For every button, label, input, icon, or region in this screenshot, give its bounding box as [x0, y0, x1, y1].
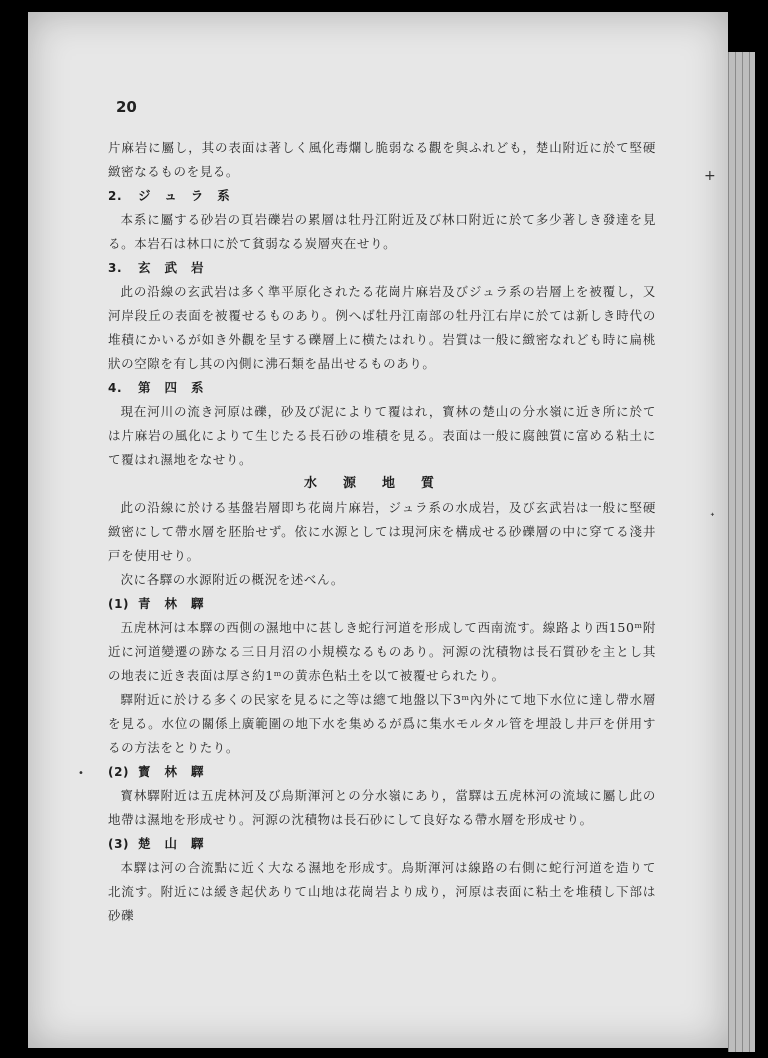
edge-line	[749, 52, 750, 1052]
paragraph: 片麻岩に屬し，其の表面は著しく風化毒爛し脆弱なる觀を與ふれども，楚山附近に於て堅硬緻密なるものを見る。	[108, 140, 656, 179]
paragraph: 驛附近に於ける多くの民家を見るに之等は總て地盤以下3ᵐ內外にて地下水位に達し帶水層を見る。水位の關係上廣範圍の地下水を集めるが爲に集水モルタル管を埋設し井戸を併用するの方法をとりたり。	[108, 692, 656, 755]
margin-mark: •	[78, 768, 84, 779]
margin-mark: ᐩ	[710, 510, 715, 524]
document-body	[108, 136, 656, 928]
section-title: 楚山驛	[138, 836, 218, 851]
section-title: ジュラ系	[138, 188, 244, 203]
paragraph: 現在河川の流き河原は礫，砂及び泥によりて覆はれ，寳林の楚山の分水嶺に近き所に於ては片麻岩の風化によりて生じたる長石砂の堆積を見る。表面は一般に腐蝕質に富める粘土にて覆はれ濕地をなせり。	[108, 404, 656, 467]
section-number: 3.	[108, 261, 123, 275]
section-title: 玄武岩	[138, 260, 218, 275]
section-title: 寳林驛	[138, 764, 218, 779]
section-title: 青林驛	[138, 596, 218, 611]
page-edge	[728, 52, 755, 1052]
center-heading: 水源地質	[303, 476, 460, 491]
section-number: 4.	[108, 381, 123, 395]
section-number: (2)	[108, 765, 130, 779]
paragraph: 此の沿線の玄武岩は多く準平原化されたる花崗片麻岩及びジュラ系の岩層上を被覆し，又河岸段丘の表面を被覆せるものあり。例へば牡丹江南部の牡丹江右岸に於ては新しき時代の堆積にかいるが如き外觀を呈する礫層上に横たはれり。岩質は一般に緻密なれども時に扁桃狀の空隙を有し其の內側に沸石類を晶出せるものあり。	[108, 284, 656, 371]
paragraph: 五虎林河は本驛の西側の濕地中に甚しき蛇行河道を形成して西南流す。線路より西150ᵐ附近に河道變遷の跡なる三日月沼の小規模なるものあり。河源の沈積物は長石質砂を主とし其の地表に近き表面は厚さ約1ᵐの黄赤色粘土を以て被覆せられたり。	[108, 620, 656, 683]
paragraph: 次に各驛の水源附近の概況を述べん。	[120, 572, 344, 587]
section-heading	[108, 256, 656, 280]
section-number: (3)	[108, 837, 130, 851]
section-number: 2.	[108, 189, 123, 203]
paragraph: 本系に屬する砂岩の頁岩礫岩の累層は牡丹江附近及び林口附近に於て多少著しき發達を見る。本岩石は林口に於て貧弱なる炭層夾在せり。	[108, 212, 656, 251]
edge-line	[735, 52, 736, 1052]
section-number: (1)	[108, 597, 130, 611]
paragraph: 寳林驛附近は五虎林河及び烏斯渾河との分水嶺にあり，當驛は五虎林河の流域に屬し此の地帶は濕地を形成せり。河源の沈積物は長石砂にして良好なる帶水層を形成せり。	[108, 788, 656, 827]
paragraph: 此の沿線に於ける基盤岩層即ち花崗片麻岩，ジュラ系の水成岩，及び玄武岩は一般に堅硬緻密にして帶水層を胚胎せず。依に水源としては現河床を構成せる砂礫層の中に穿てる淺井戸を使用せり。	[108, 500, 656, 563]
section-heading	[108, 592, 656, 616]
margin-mark: +	[704, 168, 716, 184]
section-heading	[108, 832, 656, 856]
paragraph: 本驛は河の合流點に近く大なる濕地を形成す。烏斯渾河は線路の右側に蛇行河道を造りて北流す。附近には緩き起伏ありて山地は花崗岩より成り，河原は表面に粘土を堆積し下部は砂礫	[108, 860, 656, 923]
page-number: 20	[116, 98, 137, 116]
section-heading	[108, 760, 656, 784]
section-heading	[108, 184, 656, 208]
edge-line	[742, 52, 743, 1052]
section-title: 第四系	[138, 380, 218, 395]
section-heading	[108, 376, 656, 400]
